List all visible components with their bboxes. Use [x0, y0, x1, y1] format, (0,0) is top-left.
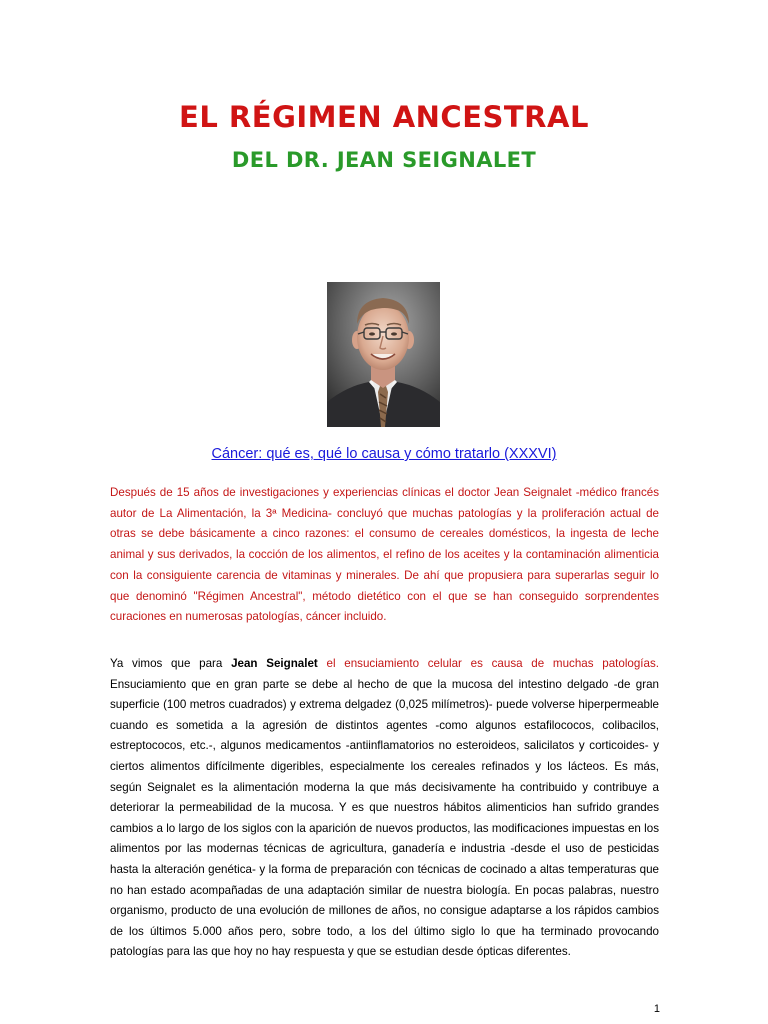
body-space	[318, 657, 327, 670]
highlighted-statement: el ensuciamiento celular es causa de muchas patologías.	[326, 657, 659, 670]
author-portrait	[327, 282, 440, 427]
body-rest-text: Ensuciamiento que en gran parte se debe al hecho de que la mucosa del intestino delgado -de gran superficie (100 metros cuadrados) y extrema delgadez (0,025 milímetros)- puede volverse hiperpermeable cuando es sometida a la agresión de distintos agentes -como algunos estafilococos, colibacilos, estreptococos, etc.-, algunos medicamentos -antiinflamatorios no esteroideos, salicilatos y corticoides- y ciertos alimentos difícilmente digeribles, especialmente los cereales refinados y los lácteos. Es más, según Seignalet es la alimentación moderna la que más decisivamente ha contribuido y contribuye a deteriorar la permeabilidad de la mucosa. Y es que nuestros hábitos alimenticios han sufrido grandes cambios a lo largo de los siglos con la aparición de nuevos productos, las modificaciones impuestas en los alimentos por las modernas técnicas de agricultura, ganadería e industria -desde el uso de pesticidas hasta la alteración genética- y la forma de preparación con técnicas de cocinado a altas temperaturas que no han estado acompañadas de una adaptación similar de nuestra biología. En pocas palabras, nuestro organismo, producto de una evolución de millones de años, no consigue adaptarse a los rápidos cambios de los últimos 5.000 años pero, sobre todo, a los del último siglo lo que ha terminado provocando patologías para las que hoy no hay respuesta y que se estudian desde ópticas diferentes.	[110, 677, 659, 959]
page-title: EL RÉGIMEN ANCESTRAL	[179, 100, 589, 134]
page-subtitle: DEL DR. JEAN SEIGNALET	[231, 148, 537, 172]
body-lead-text: Ya vimos que para	[110, 657, 232, 670]
intro-paragraph: Después de 15 años de investigaciones y experiencias clínicas el doctor Jean Seignalet -médico francés autor de La Alimentación, la 3ª Medicina- concluyó que muchas patologías y la proliferación actual de otras se debe básicamente a cinco razones: el consumo de cereales domésticos, la ingesta de leche animal y sus derivados, la cocción de los alimentos, el refino de los aceites y la contaminación alimenticia con la consiguiente carencia de vitaminas y minerales. De ahí que propusiera para superarlas seguir lo que denominó "Régimen Ancestral", método dietético con el que se han conseguido sorprendentes curaciones en numerosas patologías, cáncer incluido.	[110, 486, 659, 624]
article-link[interactable]: Cáncer: qué es, qué lo causa y cómo tratarlo (XXXVI)	[211, 446, 557, 462]
person-portrait-icon	[327, 282, 440, 427]
body-paragraph	[110, 654, 659, 963]
page-number: 1	[653, 1003, 660, 1015]
author-name: Jean Seignalet	[231, 657, 318, 670]
